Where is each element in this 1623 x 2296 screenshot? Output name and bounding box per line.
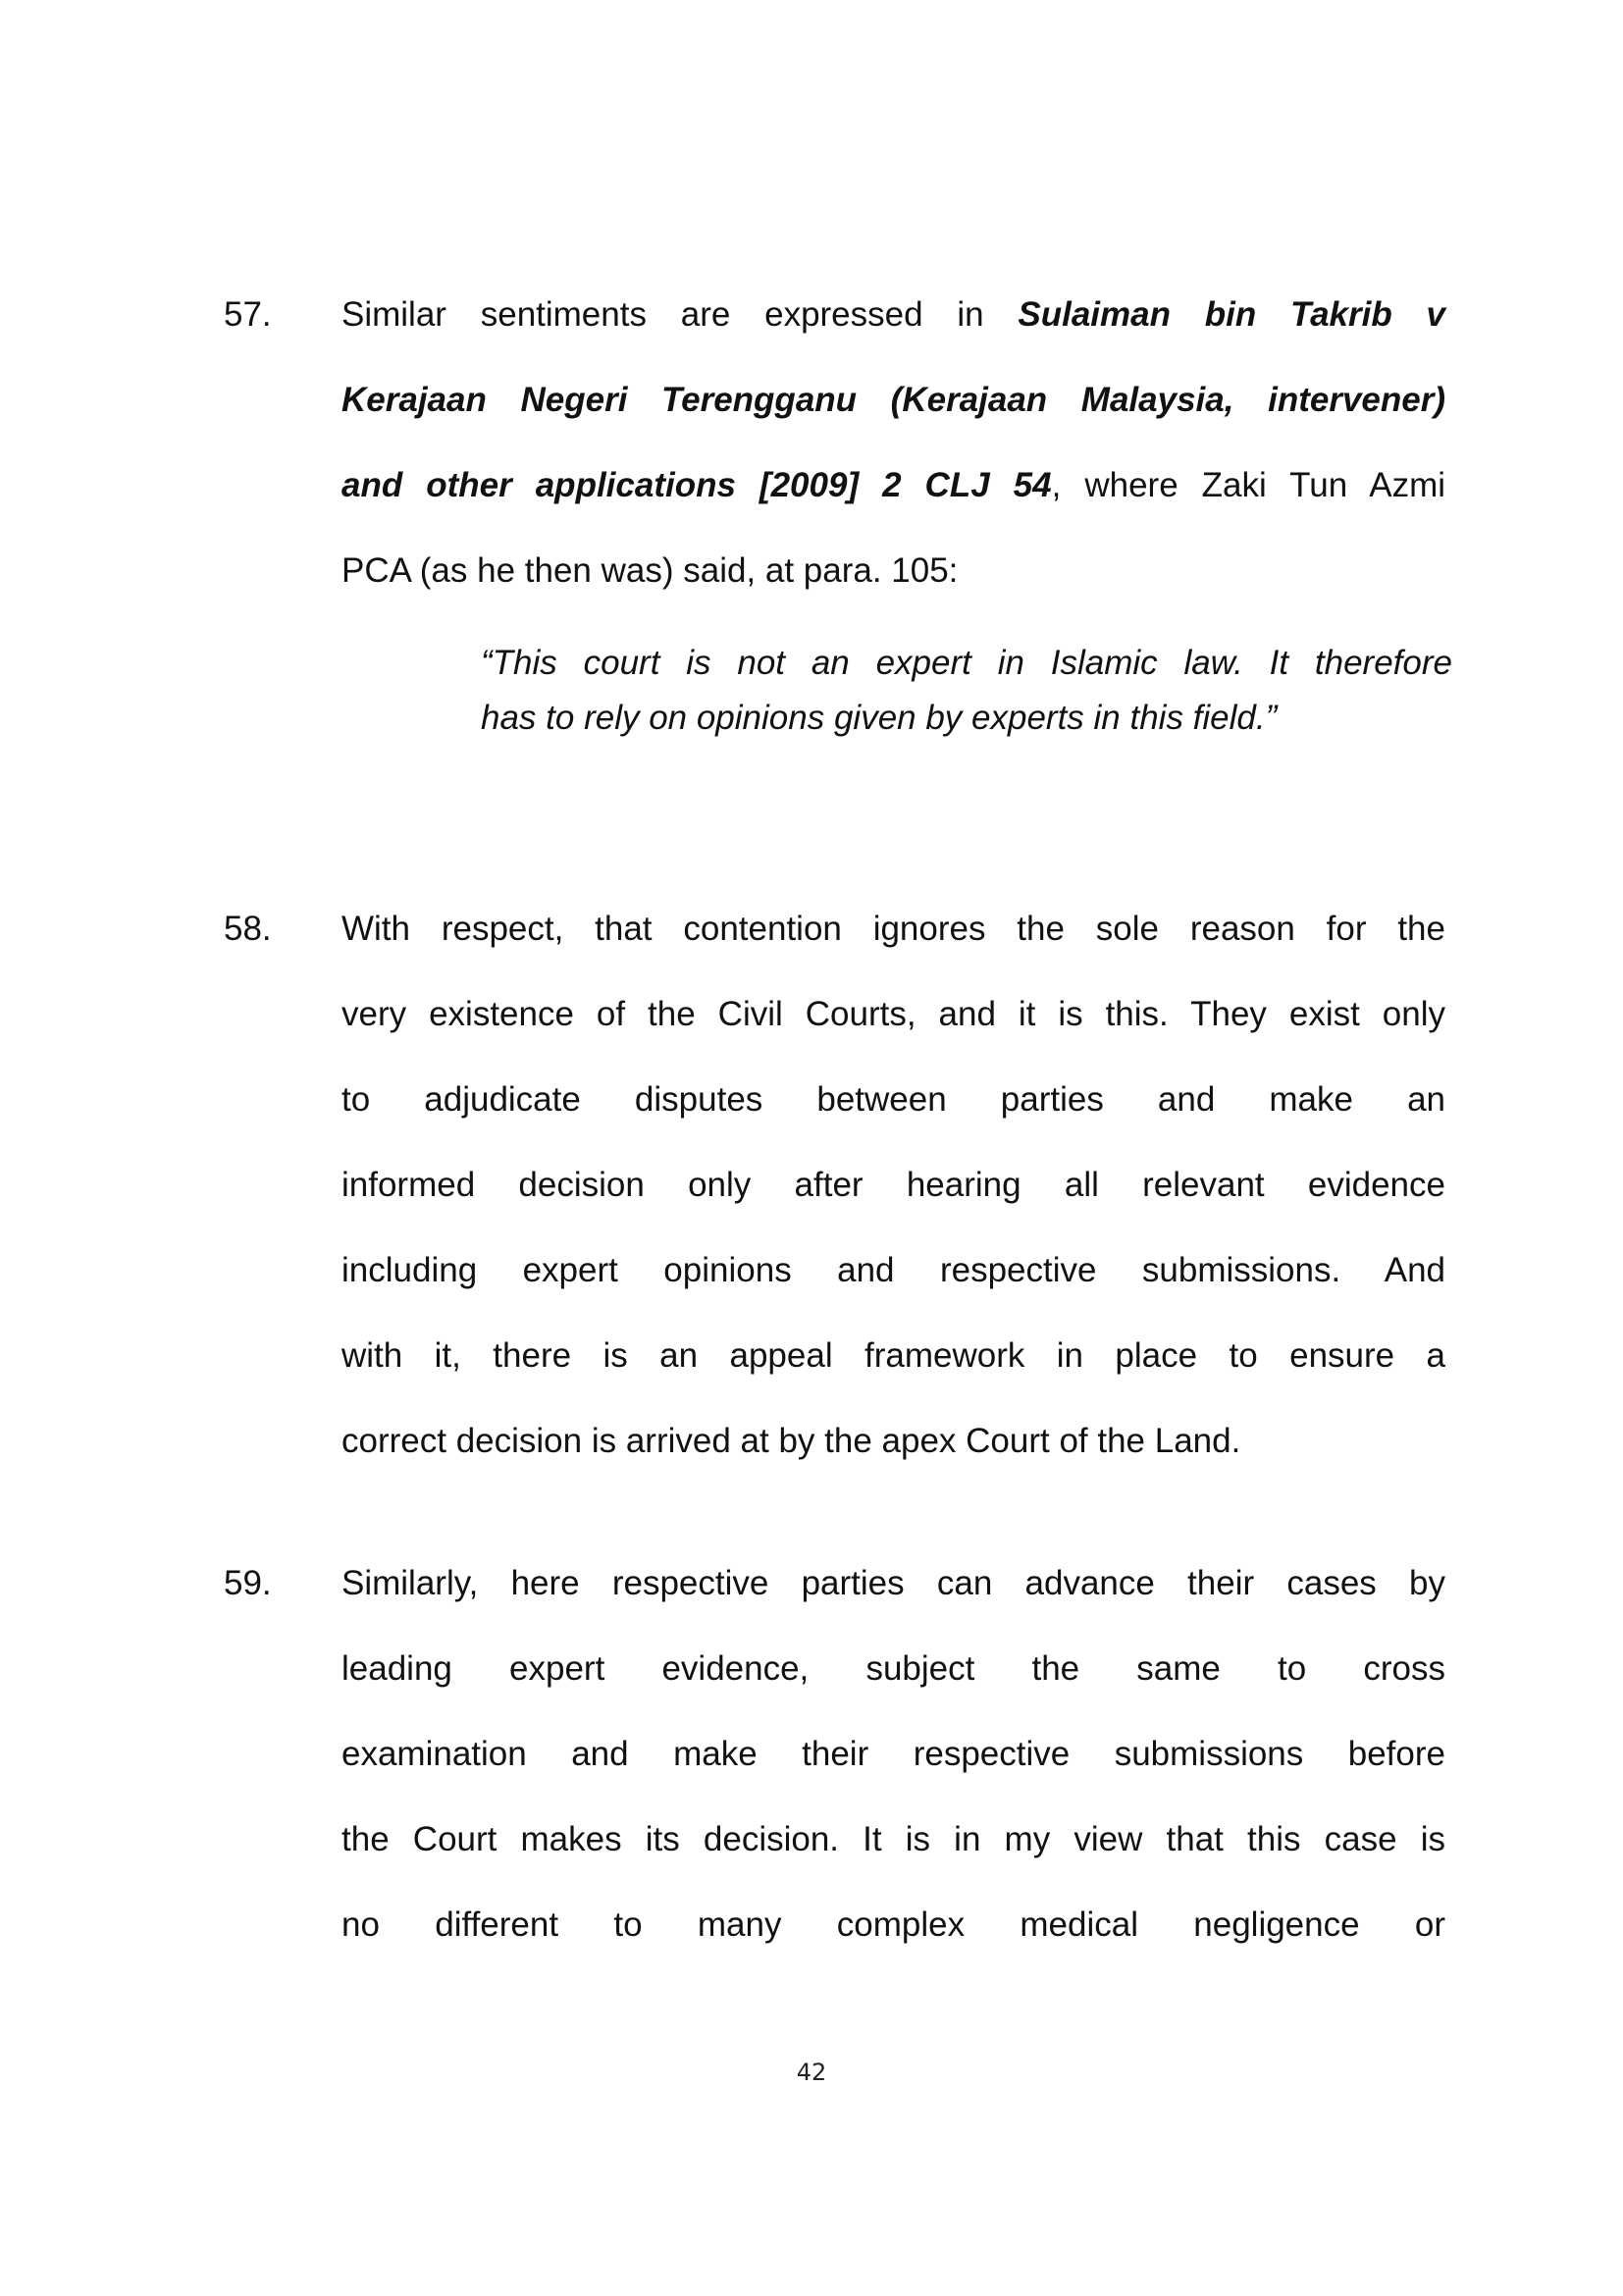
paragraph-line: Similar sentiments are expressed in Sulaiman bin Takrib v bbox=[341, 295, 1445, 334]
quote-line: has to rely on opinions given by experts in this field.” bbox=[481, 699, 1278, 737]
block-quote bbox=[481, 636, 1452, 746]
paragraph-line: the Court makes its decision. It is in my view that this case is bbox=[341, 1820, 1445, 1858]
paragraph-line: With respect, that contention ignores the sole reason for the bbox=[341, 910, 1445, 948]
paragraph-line: leading expert evidence, subject the same to cross bbox=[341, 1649, 1445, 1688]
quote-line: “This court is not an expert in Islamic law. It therefore bbox=[481, 644, 1452, 682]
paragraph-line: examination and make their respective submissions before bbox=[341, 1735, 1445, 1773]
case-citation: and other applications [2009] 2 CLJ 54 bbox=[341, 466, 1052, 504]
page-number: 42 bbox=[796, 2059, 827, 2086]
paragraph-line: correct decision is arrived at by the apex Court of the Land. bbox=[341, 1422, 1241, 1460]
paragraph-line: very existence of the Civil Courts, and it is this. They exist only bbox=[341, 995, 1445, 1033]
paragraph-line: to adjudicate disputes between parties and make an bbox=[341, 1080, 1445, 1119]
paragraph-line bbox=[341, 357, 1445, 443]
paragraph-line: Similarly, here respective parties can advance their cases by bbox=[341, 1564, 1445, 1602]
paragraph-number: 57. bbox=[224, 295, 272, 334]
paragraph-number: 58. bbox=[224, 910, 272, 948]
paragraph-line: PCA (as he then was) said, at para. 105: bbox=[341, 551, 959, 590]
paragraph-line: with it, there is an appeal framework in place to ensure a bbox=[341, 1336, 1445, 1375]
paragraph-line: and other applications [2009] 2 CLJ 54, where Zaki Tun Azmi bbox=[341, 466, 1445, 504]
case-citation: Kerajaan Negeri Terengganu (Kerajaan Malaysia, intervener) bbox=[341, 381, 1445, 419]
paragraph-line: including expert opinions and respective submissions. And bbox=[341, 1251, 1445, 1289]
paragraph-line: no different to many complex medical negligence or bbox=[341, 1905, 1445, 1944]
paragraph-line: informed decision only after hearing all relevant evidence bbox=[341, 1166, 1445, 1204]
case-citation: Sulaiman bin Takrib v bbox=[1018, 295, 1445, 334]
paragraph-number: 59. bbox=[224, 1564, 272, 1602]
